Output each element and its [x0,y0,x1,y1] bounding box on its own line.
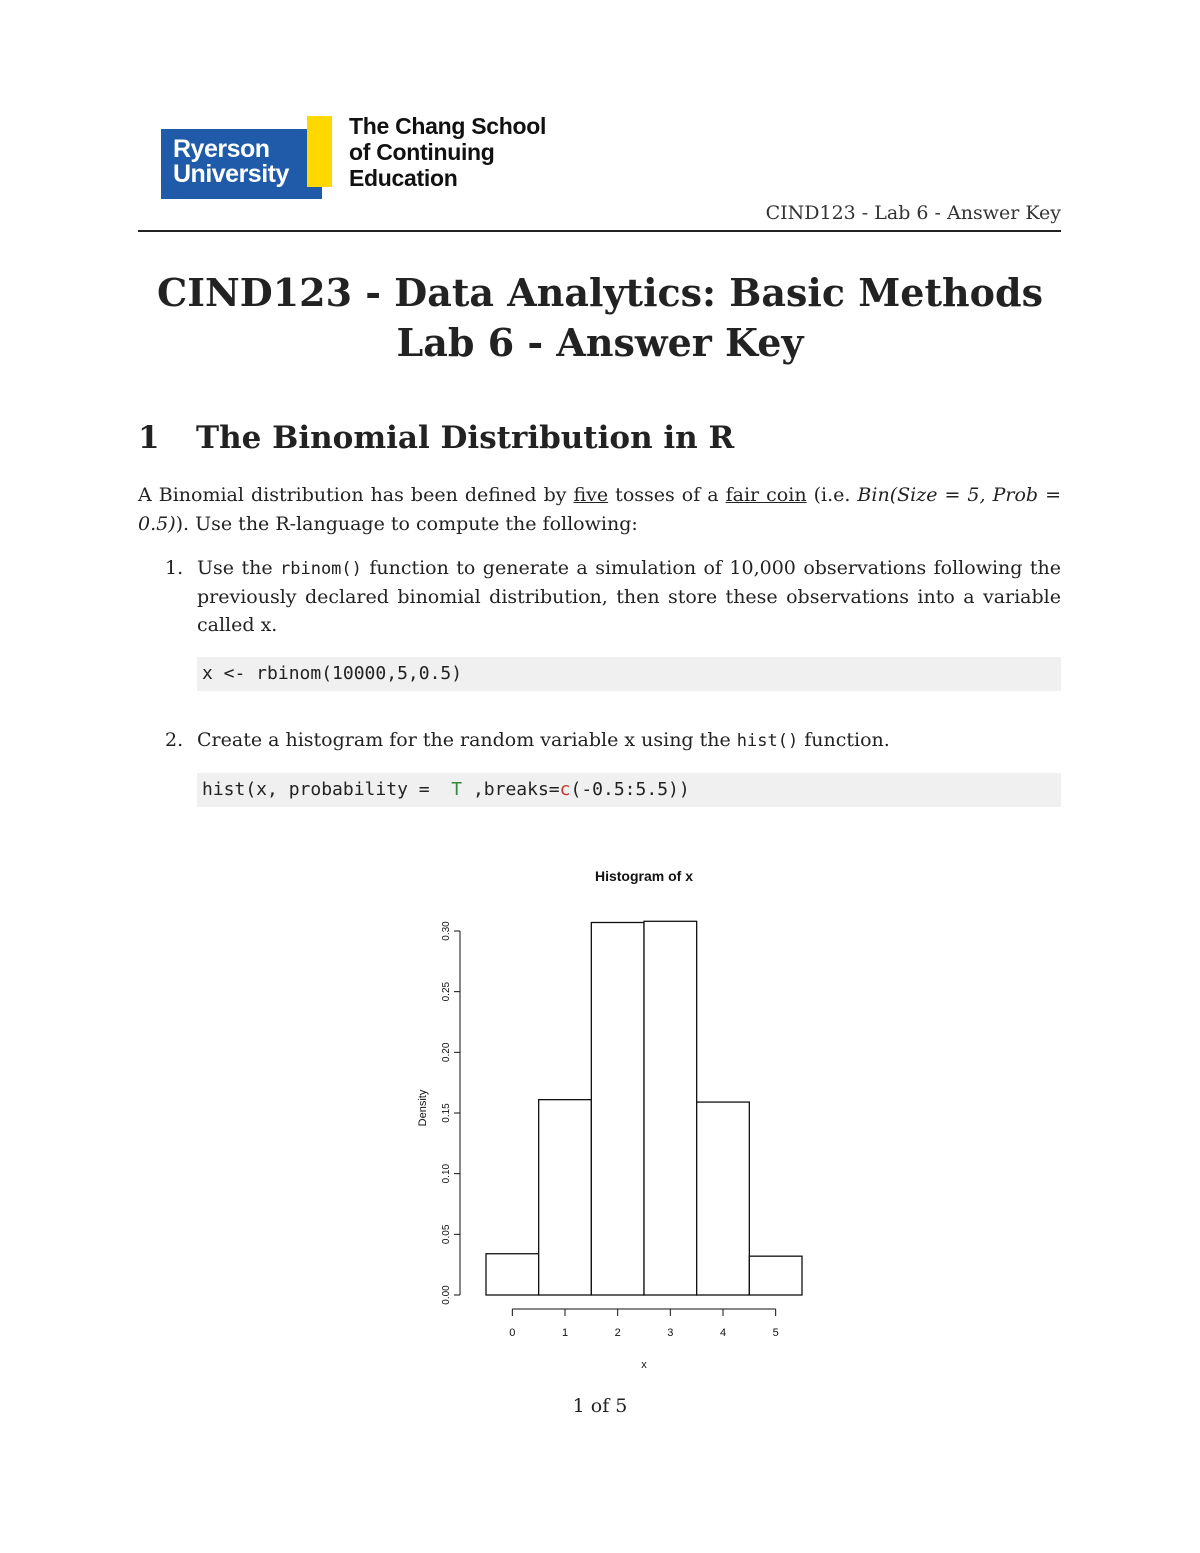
x-tick-label: 2 [614,1327,621,1339]
ryerson-logo-text [173,137,289,187]
histogram-bar-3 [644,921,697,1295]
y-tick-label: 0.20 [441,1042,452,1063]
y-tick-label: 0.30 [441,921,452,941]
histogram-chart [400,860,820,1380]
logo-line-1: Ryerson [173,135,270,163]
item-2-code-inline: hist() [736,731,799,751]
school-line-2: of Continuing [349,139,495,165]
intro-text-3: (i.e. [806,484,858,506]
item-1-text-b: function to generate a simulation of 10,000 observations following the previously declared binomial distribution, then store these observations into a variable called x. [197,557,1061,636]
logo-line-2: University [173,160,289,188]
intro-text-4: ). Use the R-language to compute the following: [175,513,638,535]
chart-y-label: Density [417,1089,429,1127]
histogram-bar-2 [591,923,644,1295]
item-2-text-a: Create a histogram for the random variable x using the [197,729,737,751]
chart-bars [486,921,802,1295]
intro-five: five [573,484,609,506]
item-1-text-a: Use the [197,557,280,579]
item-1-code-inline: rbinom() [280,559,362,579]
histogram-bar-1 [539,1100,592,1295]
x-tick-label: 5 [772,1327,779,1339]
chart-title: Histogram of x [594,868,694,884]
code-block-1: x <- rbinom(10000,5,0.5) [197,657,1061,691]
logo-yellow-bar [307,116,332,187]
histogram-bar-4 [697,1102,750,1295]
school-line-3: Education [349,165,458,191]
intro-fair-coin: fair coin [725,484,807,506]
list-item-1 [165,554,1061,639]
item-2-text [197,726,1061,755]
chart-x-label: x [641,1359,647,1371]
y-tick-label: 0.25 [441,981,452,1002]
section-number: 1 [138,420,160,456]
code-block-2 [197,773,1061,807]
chang-school-logo-text [349,113,546,191]
header-rule [138,230,1061,232]
item-1-number: 1. [165,557,184,579]
code-2-part-a: hist(x, probability = [202,779,441,800]
y-tick-label: 0.15 [441,1103,452,1123]
school-line-1: The Chang School [349,113,547,139]
title-line-1: CIND123 - Data Analytics: Basic Methods [157,270,1043,315]
running-head: CIND123 - Lab 6 - Answer Key [765,202,1061,224]
x-tick-label: 0 [509,1327,516,1339]
code-2-part-c: ,breaks= [462,779,560,800]
x-tick-label: 3 [667,1327,674,1339]
chart-x-axis [509,1309,778,1339]
document-title [0,268,1200,368]
item-1-text [197,554,1061,639]
histogram-bar-0 [486,1254,539,1295]
x-tick-label: 1 [561,1327,569,1339]
y-tick-label: 0.10 [441,1163,452,1184]
code-2-part-d: c [559,779,571,800]
section-title: The Binomial Distribution in R [196,420,735,456]
intro-paragraph [138,481,1061,539]
section-heading [138,420,734,456]
title-line-2: Lab 6 - Answer Key [396,320,804,365]
intro-text-2: tosses of a [608,484,726,506]
intro-text-1: A Binomial distribution has been defined by [138,484,574,506]
chart-y-axis [441,921,460,1305]
item-2-number: 2. [165,729,184,751]
x-tick-label: 4 [719,1327,727,1339]
page-number: 1 of 5 [572,1395,628,1417]
item-2-text-b: function. [798,729,890,751]
list-item-2 [165,726,1061,755]
code-2-part-b: T [440,779,463,800]
code-2-part-e: (-0.5:5.5)) [570,779,690,800]
y-tick-label: 0.05 [441,1224,452,1245]
intro-formula: Bin(Size = 5, Prob = 0.5) [138,484,1061,535]
histogram-bar-5 [749,1256,802,1295]
ryerson-logo [161,129,322,199]
y-tick-label: 0.00 [441,1285,452,1305]
